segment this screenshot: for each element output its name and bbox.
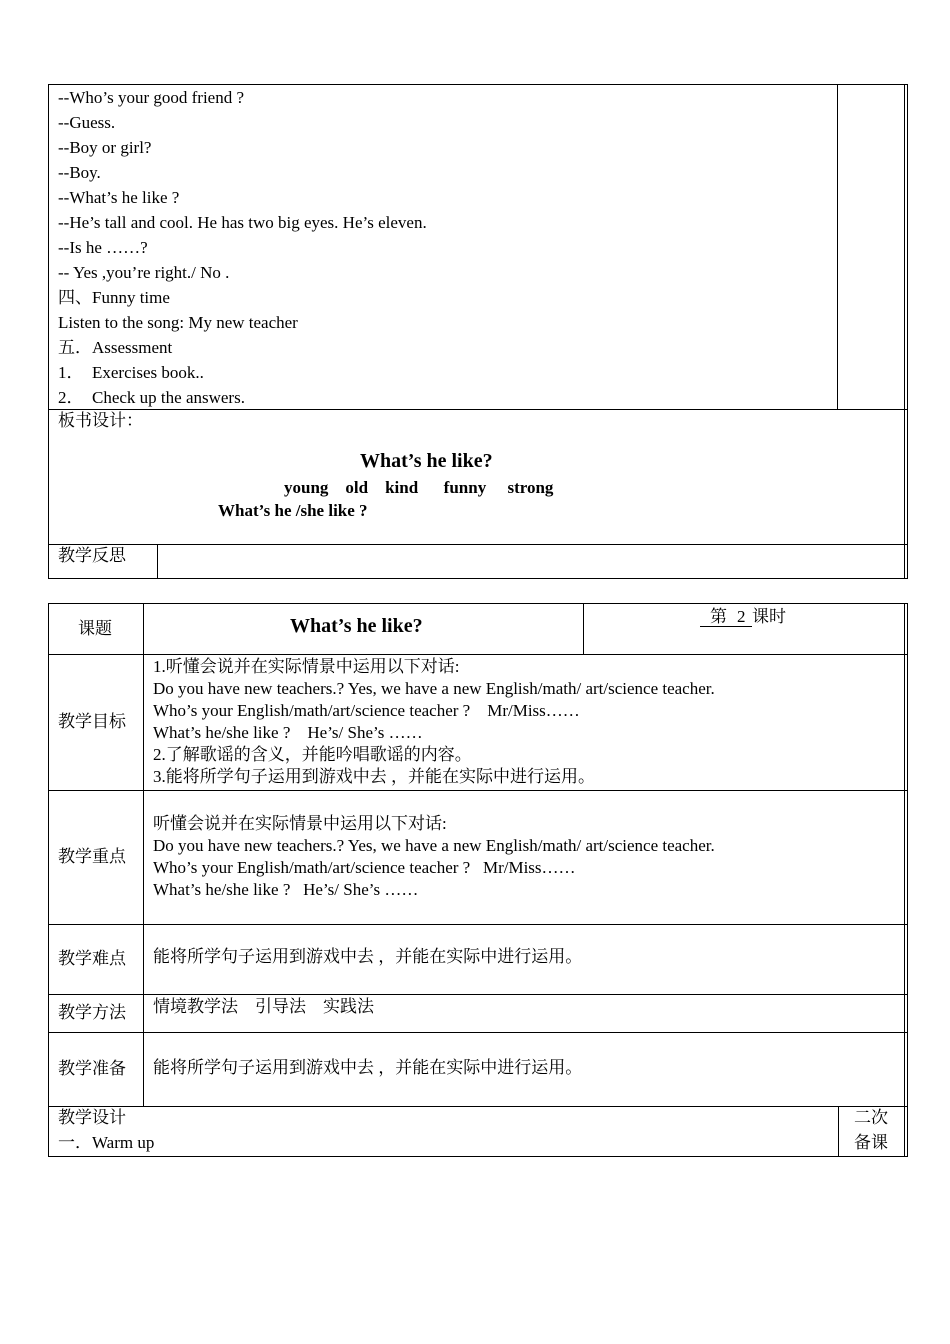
table1-notes-column-divider: [837, 84, 838, 409]
goal-line: What’s he/she like ? He’s/ She’s ……: [153, 723, 423, 742]
dialogue-line: --Boy or girl?: [58, 138, 152, 157]
section-heading-funny-time: 四、Funny time: [58, 288, 170, 307]
difficulty-text: 能将所学句子运用到游戏中去 ，并能在实际中进行运用。: [153, 947, 583, 966]
goal-line: Who’s your English/math/art/science teacher ? Mr/Miss……: [153, 701, 580, 720]
topic-label: 课题: [78, 619, 112, 638]
dialogue-line: -- Yes ,you’re right./ No .: [58, 263, 230, 282]
board-vocabulary: young old kind funny strong: [284, 478, 554, 497]
table2-label-column-divider: [143, 603, 144, 1106]
table2-second-prep-divider: [838, 1106, 839, 1157]
warm-up-heading: 一．Warm up: [58, 1133, 155, 1152]
key-point-line: What’s he/she like ? He’s/ She’s ……: [153, 880, 419, 899]
dialogue-line: --Guess.: [58, 113, 116, 132]
key-point-line: 听懂会说并在实际情景中运用以下对话:: [153, 814, 447, 833]
assessment-item: 2． Check up the answers.: [58, 388, 245, 407]
table2-row-divider: [48, 654, 908, 655]
dialogue-line: --He’s tall and cool. He has two big eyes. He’s eleven.: [58, 213, 427, 232]
difficulty-label: 教学难点: [58, 949, 126, 968]
topic-title: What’s he like?: [290, 615, 423, 637]
dialogue-line: --What’s he like ?: [58, 188, 180, 207]
table2-row-divider: [48, 1106, 908, 1107]
table1-row-divider-reflection: [48, 544, 908, 545]
table1-reflection-divider: [157, 544, 158, 579]
board-question: What’s he /she like ?: [218, 501, 368, 520]
section-heading-assessment: 五．Assessment: [58, 338, 173, 357]
dialogue-line: --Boy.: [58, 163, 101, 182]
table1-right-double-rule: [904, 84, 905, 579]
table1-row-divider-board: [48, 409, 908, 410]
table2-row-divider: [48, 790, 908, 791]
board-design-label: 板书设计：: [58, 411, 143, 430]
table2-row-divider: [48, 994, 908, 995]
lesson-number-suffix: 课时: [752, 607, 786, 626]
second-prep-label: 二次: [854, 1108, 888, 1127]
goal-line: 2.了解歌谣的含义，并能吟唱歌谣的内容。: [153, 745, 472, 764]
key-point-line: Who’s your English/math/art/science teacher ? Mr/Miss……: [153, 858, 576, 877]
table2-right-double-rule: [904, 603, 905, 1157]
board-title: What’s he like?: [360, 450, 493, 472]
dialogue-line: --Who’s your good friend ?: [58, 88, 245, 107]
method-label: 教学方法: [58, 1003, 126, 1022]
table2-row-divider: [48, 1032, 908, 1033]
reflection-label: 教学反思: [58, 546, 126, 565]
method-text: 情境教学法 引导法 实践法: [153, 997, 374, 1016]
goal-line: 3.能将所学句子运用到游戏中去 ，并能在实际中进行运用。: [153, 767, 595, 786]
second-prep-label: 备课: [854, 1133, 888, 1152]
goal-line: 1.听懂会说并在实际情景中运用以下对话:: [153, 657, 460, 676]
table2-row-divider: [48, 924, 908, 925]
lesson-number-underline: [700, 626, 752, 627]
teaching-design-label: 教学设计: [58, 1108, 126, 1127]
key-points-label: 教学重点: [58, 847, 126, 866]
lesson-number: 2: [737, 607, 746, 626]
lesson-number-prefix: 第: [710, 607, 727, 626]
preparation-text: 能将所学句子运用到游戏中去 ，并能在实际中进行运用。: [153, 1058, 583, 1077]
goals-label: 教学目标: [58, 712, 126, 731]
funny-time-text: Listen to the song: My new teacher: [58, 313, 298, 332]
key-point-line: Do you have new teachers.? Yes, we have a new English/math/ art/science teacher.: [153, 836, 715, 855]
goal-line: Do you have new teachers.? Yes, we have a new English/math/ art/science teacher.: [153, 679, 715, 698]
preparation-label: 教学准备: [58, 1059, 126, 1078]
dialogue-line: --Is he ……?: [58, 238, 148, 257]
assessment-item: 1． Exercises book..: [58, 363, 204, 382]
table2-title-divider: [583, 603, 584, 654]
